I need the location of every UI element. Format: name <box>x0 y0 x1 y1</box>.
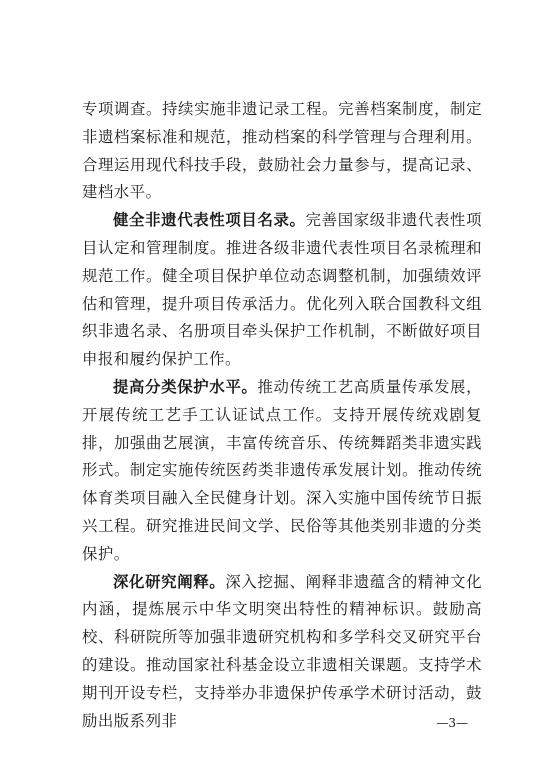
paragraph-3-heading: 提高分类保护水平。 <box>113 377 258 396</box>
paragraph-3 <box>82 374 482 569</box>
paragraph-3-text: 推动传统工艺高质量传承发展，开展传统工艺手工认证试点工作。支持开展传统戏剧复排，加强曲艺展演，丰富传统音乐、传统舞蹈类非遗实践形式。制定实施传统医药类非遗传承发展计划。推动传统体育类项目融入全民健身计划。深入实施中国传统节日振兴工程。研究推进民间文学、民俗等其他类别非遗的分类保护。 <box>82 377 482 563</box>
paragraph-1-text: 专项调查。持续实施非遗记录工程。完善档案制度，制定非遗档案标准和规范，推动档案的科学管理与合理利用。合理运用现代科技手段，鼓励社会力量参与，提高记录、建档水平。 <box>82 100 482 202</box>
page-number: —3— <box>436 716 468 730</box>
paragraph-4-text: 深入挖掘、阐释非遗蕴含的精神文化内涵，提炼展示中华文明突出特性的精神标识。鼓励高校、科研院所等加强非遗研究机构和多学科交叉研究平台的建设。推动国家社科基金设立非遗相关课题。支持学术期刊开设专栏，支持举办非遗保护传承学术研讨活动，鼓励出版系列非 <box>82 572 482 730</box>
document-body <box>82 96 482 735</box>
paragraph-2-heading: 健全非遗代表性项目名录。 <box>113 211 306 230</box>
paragraph-4 <box>82 569 482 736</box>
paragraph-1 <box>82 96 482 207</box>
paragraph-4-heading: 深化研究阐释。 <box>113 572 226 591</box>
paragraph-2 <box>82 207 482 374</box>
paragraph-2-text: 完善国家级非遗代表性项目认定和管理制度。推进各级非遗代表性项目名录梳理和规范工作。健全项目保护单位动态调整机制，加强绩效评估和管理，提升项目传承活力。优化列入联合国教科文组织非遗名录、名册项目牵头保护工作机制，不断做好项目申报和履约保护工作。 <box>82 211 482 369</box>
